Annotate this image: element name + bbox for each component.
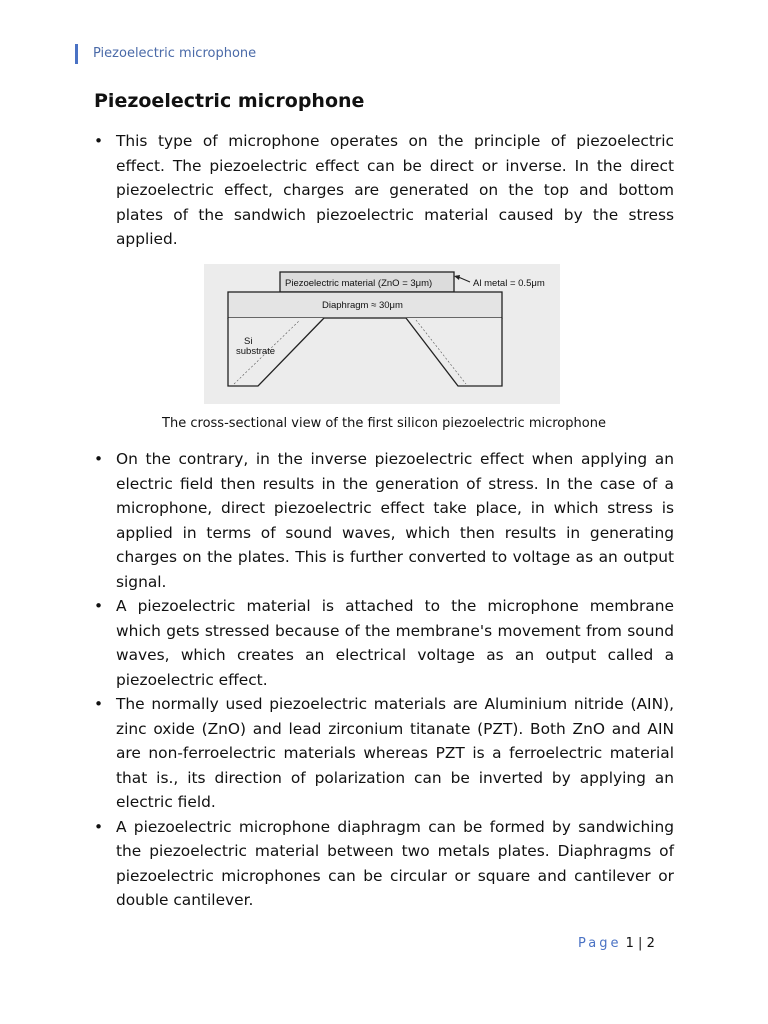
page-title: Piezoelectric microphone <box>94 90 365 112</box>
label-substrate: substrate <box>236 346 276 357</box>
bullet-list-intro <box>94 129 674 252</box>
page-number-footer <box>578 936 655 951</box>
label-si: Si <box>244 336 253 347</box>
label-al-metal: Al metal = 0.5μm <box>473 278 545 289</box>
list-item: • A piezoelectric microphone diaphragm can be formed by sandwiching the piezoelectric material between two metals plates. Diaphragms of piezoelectric microphones can be circular or square and cantilever or double cantilever. <box>94 815 674 913</box>
label-diaphragm: Diaphragm ≈ 30μm <box>322 300 403 311</box>
cross-section-figure <box>204 264 560 404</box>
page-separator: | <box>638 936 643 951</box>
label-piezo-material: Piezoelectric material (ZnO = 3μm) <box>285 278 433 289</box>
bullet-list-details <box>94 447 674 913</box>
header-text: Piezoelectric microphone <box>93 46 257 61</box>
list-item: • On the contrary, in the inverse piezoelectric effect when applying an electric field then results in the generation of stress. In the case of a microphone, direct piezoelectric effect take place, in which stress is applied in terms of sound waves, which then results in generating charges on the plates. This is further converted to voltage as an output signal. <box>94 447 674 594</box>
list-item: • This type of microphone operates on the principle of piezoelectric effect. The piezoelectric effect can be direct or inverse. In the direct piezoelectric effect, charges are generated on the top and bottom plates of the sandwich piezoelectric material caused by the stress applied. <box>94 129 674 252</box>
list-item: • The normally used piezoelectric materials are Aluminium nitride (AIN), zinc oxide (ZnO) and lead zirconium titanate (PZT). Both ZnO and AIN are non-ferroelectric materials whereas PZT is a ferroelectric material that is., its direction of polarization can be inverted by applying an electric field. <box>94 692 674 815</box>
page-label: Page <box>578 936 622 951</box>
figure-caption: The cross-sectional view of the first silicon piezoelectric microphone <box>162 416 606 431</box>
current-page: 1 <box>625 936 634 951</box>
total-pages: 2 <box>646 936 655 951</box>
list-item: • A piezoelectric material is attached to the microphone membrane which gets stressed because of the membrane's movement from sound waves, which creates an electrical voltage as an output called a piezoelectric effect. <box>94 594 674 692</box>
running-header <box>75 44 256 64</box>
